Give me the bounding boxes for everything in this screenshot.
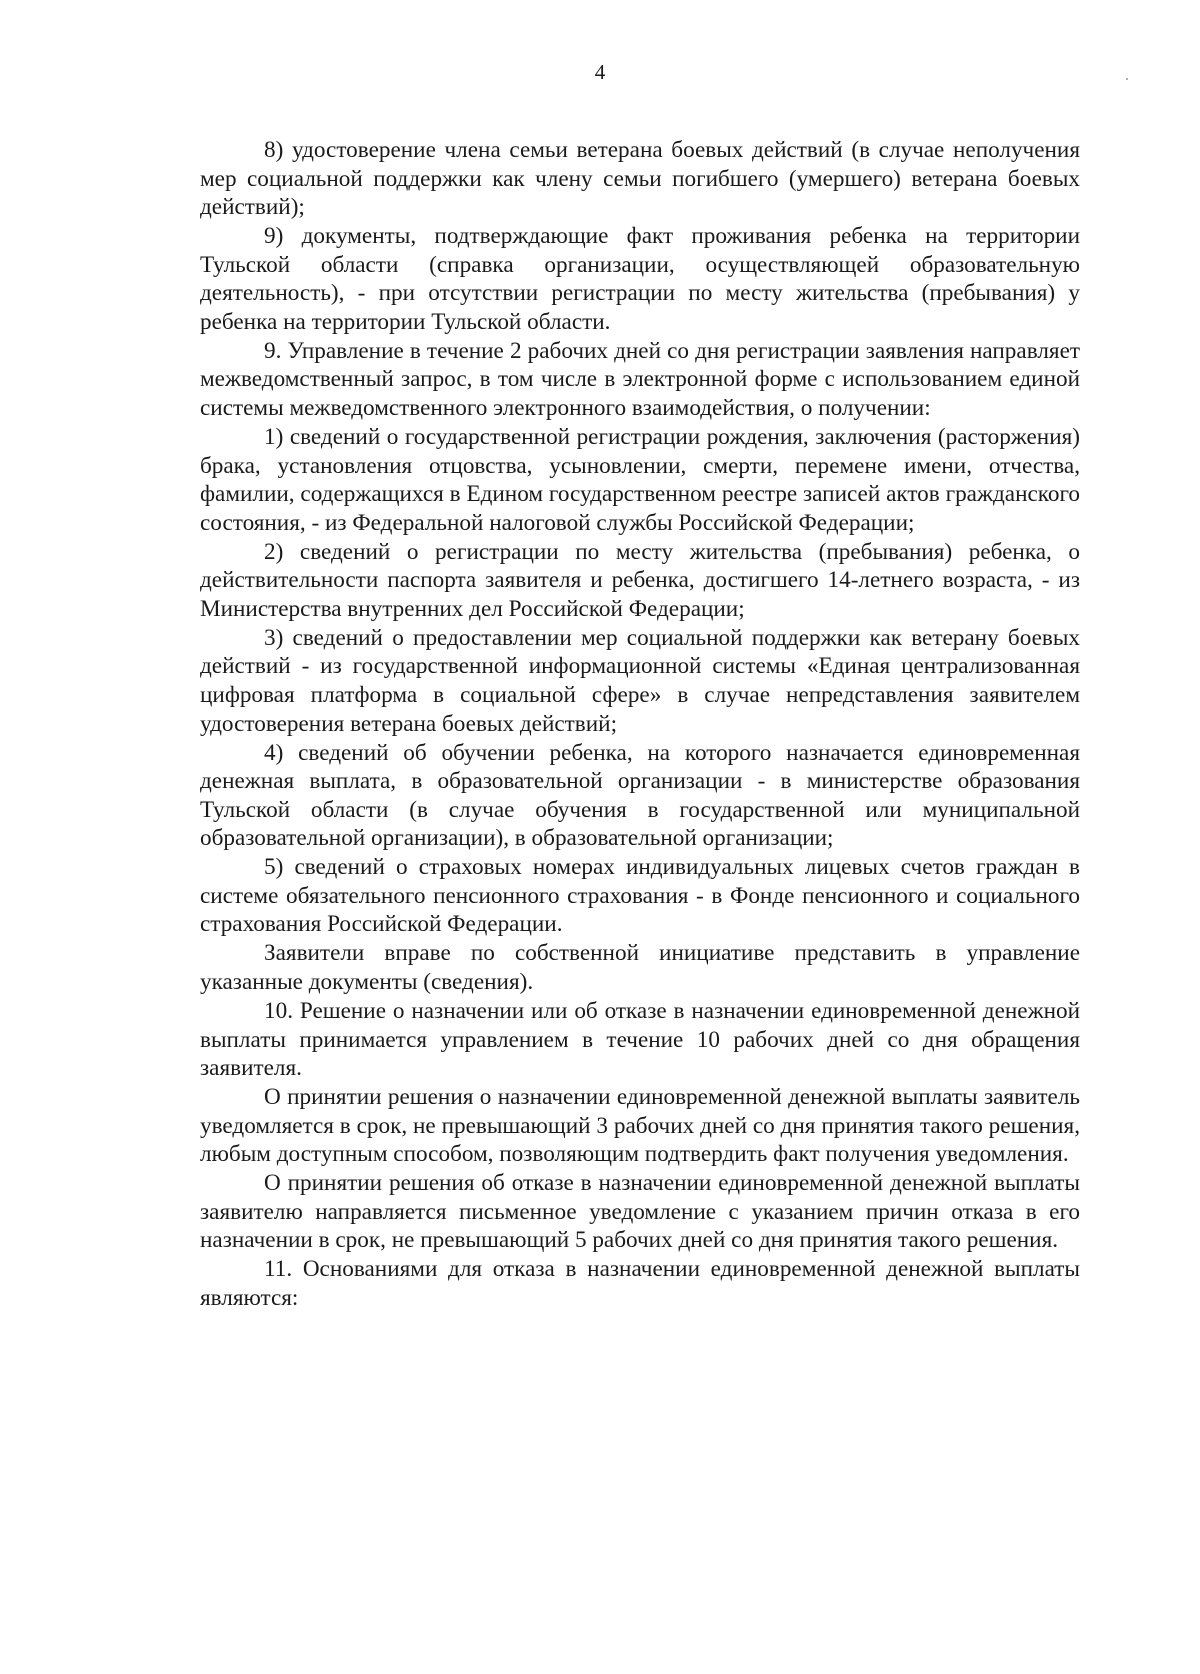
paragraph-refusal-notice: О принятии решения об отказе в назначении единовременной денежной выплаты заявителю направляется письменное уведомление с указанием причин отказа в его назначении в срок, не превышающий 5 рабочих дней со дня принятия такого решения. [200, 1170, 1080, 1254]
paragraph-subitem-5: 5) сведений о страховых номерах индивидуальных лицевых счетов граждан в системе обязательного пенсионного страхования - в Фонде пенсионного и социального страхования Российской Федерации. [200, 854, 1080, 938]
paragraph-section-9: 9. Управление в течение 2 рабочих дней со дня регистрации заявления направляет межведомственный запрос, в том числе в электронной форме с использованием единой системы межведомственного электронного взаимодействия, о получении: [200, 337, 1080, 422]
document-body [200, 136, 1080, 1313]
paragraph-subitem-1: 1) сведений о государственной регистрации рождения, заключения (расторжения) брака, установления отцовства, усыновлении, смерти, перемене имени, отчества, фамилии, содержащихся в Едином государственном реестре записей актов гражданского состояния, - из Федеральной налоговой службы Российской Федерации; [200, 423, 1080, 536]
page-number: 4 [594, 60, 606, 84]
paragraph-section-10: 10. Решение о назначении или об отказе в назначении единовременной денежной выплаты принимается управлением в течение 10 рабочих дней со дня обращения заявителя. [200, 997, 1080, 1082]
paragraph-subitem-4: 4) сведений об обучении ребенка, на которого назначается единовременная денежная выплата, в образовательной организации - в министерстве образования Тульской области (в случае обучения в государственной или муниципальной образовательной организации), в образовательной организации; [200, 739, 1080, 852]
paragraph-item-9: 9) документы, подтверждающие факт проживания ребенка на территории Тульской области (справка организации, осуществляющей образовательную деятельность), - при отсутствии регистрации по месту жительства (пребывания) у ребенка на территории Тульской области. [200, 223, 1080, 335]
paragraph-subitem-2: 2) сведений о регистрации по месту жительства (пребывания) ребенка, о действительности паспорта заявителя и ребенка, достигшего 14-летнего возраста, - из Министерства внутренних дел Российской Федерации; [200, 538, 1080, 622]
paragraph-subitem-3: 3) сведений о предоставлении мер социальной поддержки как ветерану боевых действий - из государственной информационной системы «Единая централизованная цифровая платформа в социальной сфере» в случае непредставления заявителем удостоверения ветерана боевых действий; [200, 624, 1080, 737]
paragraph-item-8: 8) удостоверение члена семьи ветерана боевых действий (в случае неполучения мер социальной поддержки как члену семьи погибшего (умершего) ветерана боевых действий); [200, 137, 1080, 221]
paragraph-approval-notice: О принятии решения о назначении единовременной денежной выплаты заявитель уведомляется в срок, не превышающий 3 рабочих дней со дня принятия такого решения, любым доступным способом, позволяющим подтвердить факт получения уведомления. [200, 1084, 1080, 1168]
scan-artifact [1126, 78, 1128, 80]
paragraph-applicants-right: Заявители вправе по собственной инициативе представить в управление указанные документы (сведения). [200, 940, 1080, 995]
paragraph-section-11: 11. Основаниями для отказа в назначении единовременной денежной выплаты являются: [200, 1256, 1080, 1311]
